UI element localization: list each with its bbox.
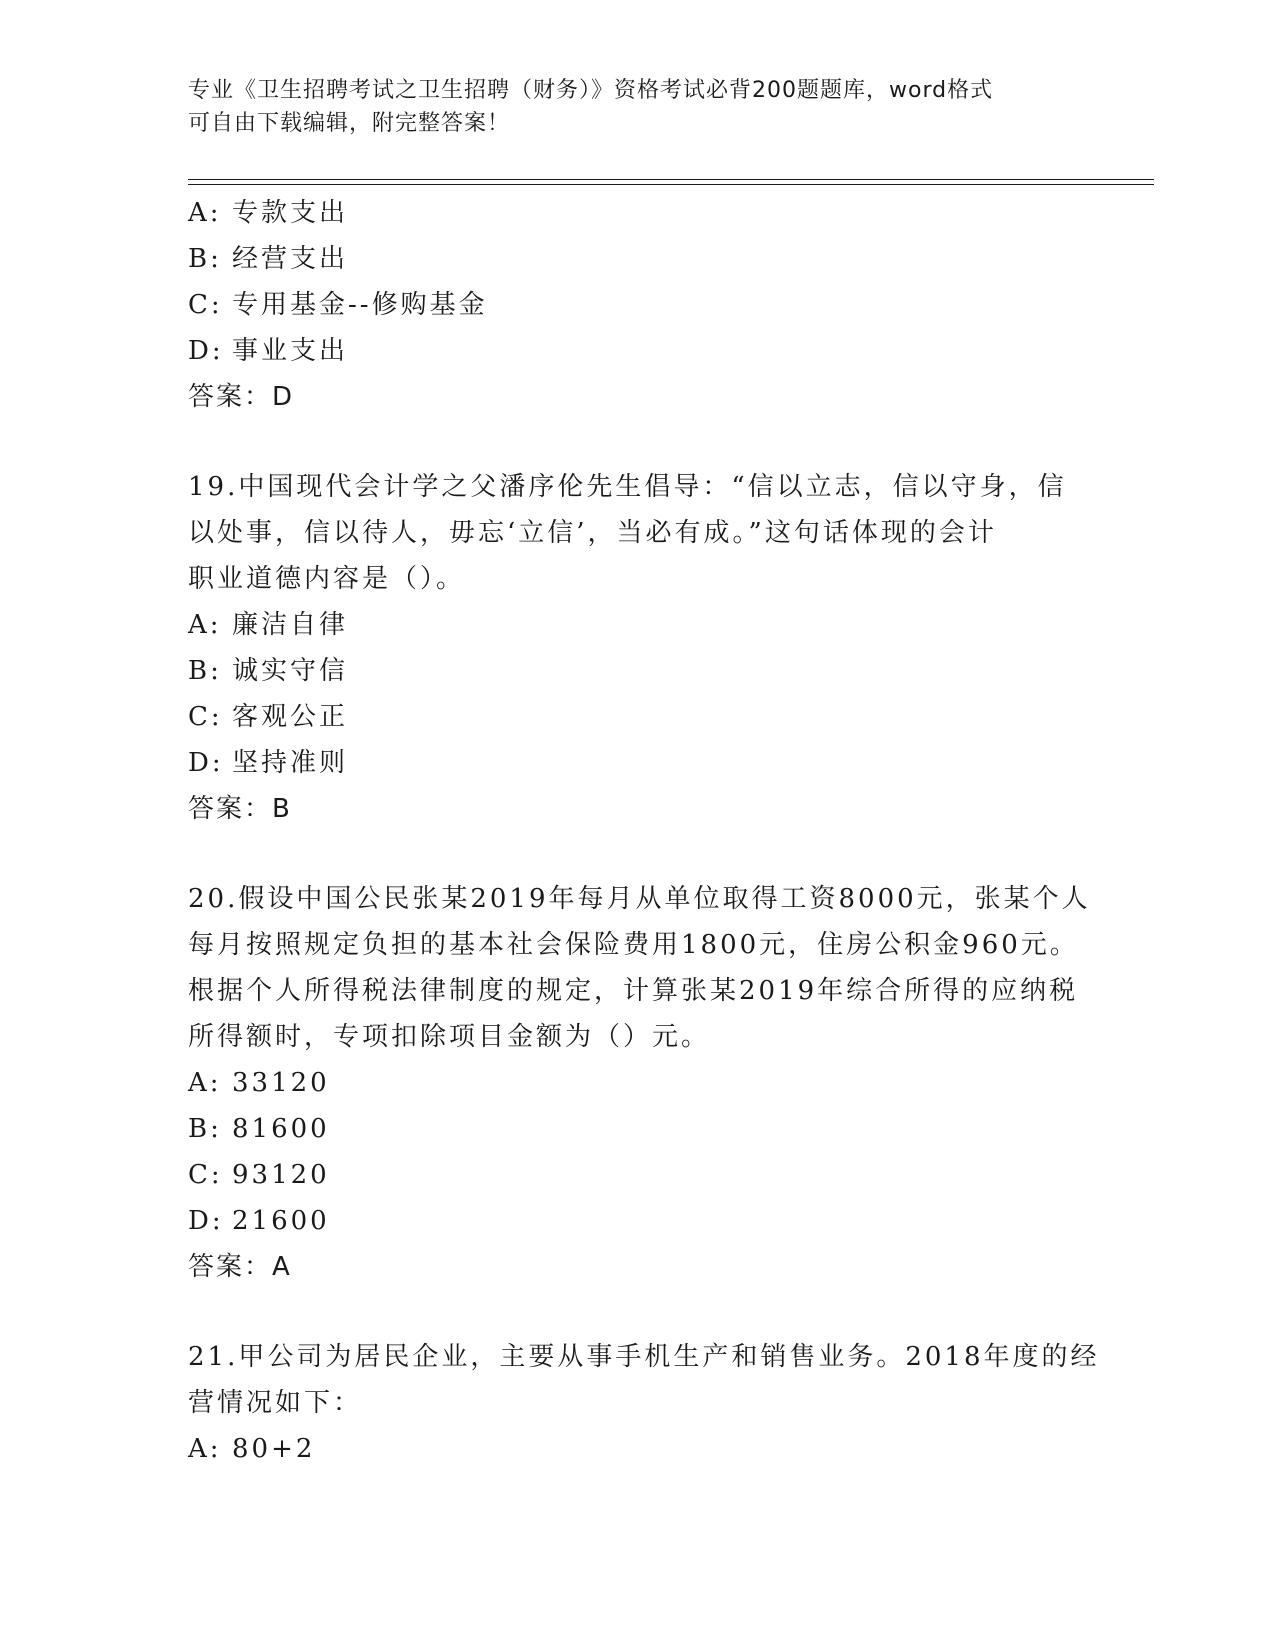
option-d — [188, 740, 1088, 786]
option-label: A: — [188, 198, 222, 228]
option-a — [188, 602, 1088, 648]
option-label: C: — [188, 702, 223, 732]
answer-line: 答案：B — [188, 794, 292, 824]
option-label: D: — [188, 336, 224, 366]
question-text-line: 营情况如下： — [188, 1388, 363, 1418]
option-text: 专用基金--修购基金 — [232, 290, 488, 320]
option-text: 廉洁自律 — [232, 610, 349, 640]
question-text-line: 根据个人所得税法律制度的规定，计算张某2019年综合所得的应纳税 — [188, 976, 1079, 1006]
question-text-line: 20.假设中国公民张某2019年每月从单位取得工资8000元，张某个人 — [188, 884, 1091, 914]
answer-line: 答案：A — [188, 1252, 292, 1282]
header-title-line-2: 可自由下载编辑，附完整答案！ — [188, 111, 511, 136]
option-c — [188, 1152, 1088, 1198]
answer-line: 答案：D — [188, 382, 295, 412]
question-21 — [188, 1334, 1100, 1472]
document-header — [188, 74, 1068, 140]
option-text: 专款支出 — [232, 198, 349, 228]
option-label: C: — [188, 290, 223, 320]
question-19 — [188, 464, 1088, 832]
option-a — [188, 190, 1088, 236]
header-divider-bottom — [188, 184, 1154, 185]
option-b — [188, 648, 1088, 694]
option-label: A: — [188, 1068, 222, 1098]
option-text: 33120 — [232, 1068, 330, 1098]
option-label: D: — [188, 1206, 224, 1236]
option-text: 经营支出 — [232, 244, 349, 274]
option-c — [188, 694, 1088, 740]
question-text-line: 每月按照规定负担的基本社会保险费用1800元，住房公积金960元。 — [188, 930, 1079, 960]
option-a — [188, 1426, 1088, 1472]
question-18 — [188, 190, 1088, 420]
option-label: B: — [188, 1114, 222, 1144]
option-text: 坚持准则 — [232, 748, 349, 778]
option-text: 81600 — [232, 1114, 330, 1144]
option-c — [188, 282, 1088, 328]
option-text: 21600 — [232, 1206, 330, 1236]
option-text: 事业支出 — [232, 336, 349, 366]
question-text-line: 所得额时，专项扣除项目金额为（）元。 — [188, 1022, 711, 1052]
option-a — [188, 1060, 1088, 1106]
spacer — [188, 1290, 1088, 1334]
header-title-line-1: 专业《卫生招聘考试之卫生招聘（财务）》资格考试必背200题题库，word格式 — [188, 78, 994, 103]
option-label: B: — [188, 244, 222, 274]
option-b — [188, 1106, 1088, 1152]
option-label: A: — [188, 1434, 222, 1464]
header-divider-top — [188, 179, 1154, 180]
option-text: 客观公正 — [232, 702, 349, 732]
option-text: 诚实守信 — [232, 656, 349, 686]
question-text-line: 职业道德内容是（）。 — [188, 564, 466, 594]
option-b — [188, 236, 1088, 282]
option-label: D: — [188, 748, 224, 778]
spacer — [188, 832, 1088, 876]
option-label: C: — [188, 1160, 223, 1190]
question-text-line: 以处事，信以待人，毋忘‘立信’，当必有成。”这句话体现的会计 — [188, 518, 997, 548]
option-text: 80+2 — [232, 1434, 316, 1464]
question-text-line: 21.甲公司为居民企业，主要从事手机生产和销售业务。2018年度的经 — [188, 1342, 1100, 1372]
option-d — [188, 1198, 1088, 1244]
question-text-line: 19.中国现代会计学之父潘序伦先生倡导：“信以立志，信以守身，信 — [188, 472, 1067, 502]
spacer — [188, 420, 1088, 464]
option-label: A: — [188, 610, 222, 640]
option-label: B: — [188, 656, 222, 686]
document-body — [188, 190, 1100, 1472]
question-20 — [188, 876, 1091, 1290]
option-text: 93120 — [232, 1160, 330, 1190]
option-d — [188, 328, 1088, 374]
